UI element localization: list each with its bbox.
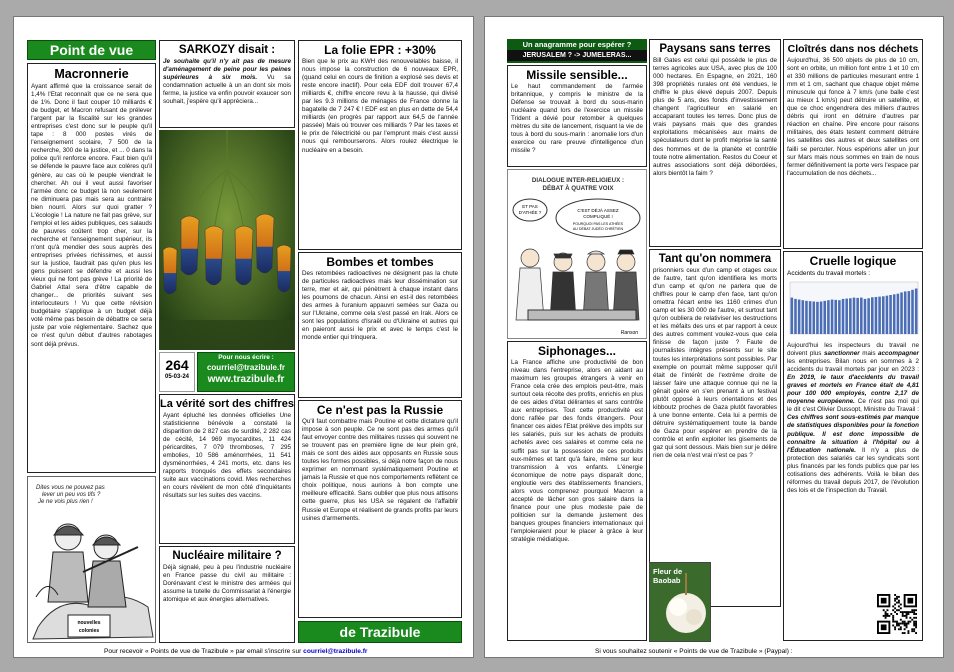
chart-bar [897, 294, 900, 334]
chart-bar [791, 298, 794, 334]
flower-image [159, 130, 295, 350]
cruelle-p2: mais [859, 350, 879, 358]
left-footer [104, 647, 368, 656]
bubble2-line4: AU DÉBAT JUDÉO CHRÉTIEN [572, 227, 624, 231]
contact-website[interactable]: www.trazibule.fr [207, 374, 285, 385]
nucleaire-text: Déjà signalé, peu à peu l'industrie nucléaire en France passe du civil au militaire : Dorénavant c'est le ministre des armées qui assume la tutelle du Commissariat à l'énergie atomique et aux énergies alternatives. [163, 564, 291, 604]
cruelle-i1: sanctionner [823, 350, 860, 358]
paysans-text: Bill Gates est celui qui possède le plus de terres agricoles aux USA, avec plus de 100 000 hectares. En Espagne, en 2021, 160 398 propriétés rurales ont été vendues, le chiffre le plus élevé depuis 2007. Depuis plus de 5 ans, des fonds d'investissement changent l'agriculteur en salarié en accaparant toutes les terres. Donc plus de vrais paysans mais que des grandes exploitations mécanisées aux mains de spéculateurs dont le profit méprise la santé des hommes et de la planète et contrôle toute notre alimentation. Restos du Coeur et autres associations sont déjà débordées, alors bientôt la faim ? [653, 57, 777, 177]
chart-bar [915, 289, 918, 335]
bombes-article [298, 252, 462, 398]
epr-article [298, 40, 462, 250]
cruelle-p5: Il n'y a plus de protection des salariés car les syndicats sont plus financés par les fonds publics que par les cotisations des adhérents. Voilà le bilan des réformes du travail depuis 2017, de l'évolution des lois et de l'inspection du Travail. [787, 446, 920, 494]
baobab-flower-image [649, 562, 711, 642]
tant-article [649, 249, 781, 607]
verite-article [159, 394, 295, 544]
cruelle-text [784, 342, 922, 552]
chart-bar [831, 300, 834, 334]
russie-text: Qu'il faut combattre mais Poutine et cette dictature qu'il impose à son peuple. Ce ne sont pas des armes qu'il faut envoyer contre des militaires russes qui souvent ne se trouvent pas en première ligne de leur plein gré, mais ce sont des aides aux opposants en Russie sous toutes les formes possibles, si déjà notre façon de nous exprimer en nommant systématiquement Poutine et jamais la Russie et que nos comportements reflètent ce choix politique, nous aurions à bon compte une meilleure efficacité. Sans oublier que plus nous attisons cette guerre, plus les USA se régalent de l'affaiblir Russie et Europe et réalisent de grands profits par leurs usines d'armements. [302, 418, 458, 522]
sarkozy-article [159, 40, 295, 128]
paysans-title: Paysans sans terres [659, 43, 771, 55]
macronnerie-article [27, 63, 156, 473]
trazibule-logo: de Trazibule [298, 621, 462, 643]
verite-title: La vérité sort des chiffres [160, 398, 294, 410]
chart-bar [893, 294, 896, 334]
chart-bar [889, 295, 892, 334]
macronnerie-title: Macronnerie [54, 67, 129, 81]
cruelle-p3: les entreprises. Bilan nous en sommes à 2 accidents du travail mortels par jour en 2023 : [787, 358, 919, 374]
chart-bar [816, 302, 819, 334]
chart-bar [823, 301, 826, 334]
anagram-line2: JERUSALEM ? -> JUMELERAS... [507, 50, 647, 61]
chart-bar [860, 298, 863, 334]
footer-email-link[interactable]: courriel@trazibule.fr [303, 648, 368, 655]
missile-article [507, 65, 647, 167]
left-page [13, 16, 474, 658]
chart-bar [794, 299, 797, 334]
chart-bar [838, 300, 841, 334]
accidents-chart [784, 278, 922, 340]
siphonages-text: La France affiche une productivité de bon niveau dans l'entreprise, alors en aidant au maximum les groupes étrangers à venir en France cela crée des emplois peut-être, mais surtout cela récolte des profits, enrichis en plus de ces aides d'état délirantes et sans contrôle aux entreprises. Tout cette productivité est donc raflée par des fonds étrangers. Pour financer ces aides l'Etat prélève des impôts sur les salariés, puis sur les achats de produits achetés avec ces salaires et comme cela ne suffit pas sur la possession de ces produits eux-mêmes et tant qu'à faire, même sur leur transmission à vos enfants. L'énergie économique de notre pays disparaît donc, engloutie vers des établissements financiers, alors vous comprenez pourquoi Macron a accepté de lâcher son gros salaire dans la finance pour une plus modeste paie de politicien sur la demande justement des banques groupes financiers internationaux qui l'emploieraient pour le placer à grâce à leur stratégie médiatique. [511, 359, 643, 544]
sarkozy-quote: Je souhaite qu'il n'y ait pas de mesure d'aménagement de peine pour les peines supérieures à six mois. [163, 58, 291, 82]
cloitres-text: Aujourd'hui, 36 500 objets de plus de 10 cm, sont en orbite, un million font entre 1 et 10 cm et 330 millions de particules mesurant entre 1 mm et 1 cm, sachant que chaque objet même minuscule qui fonce à 7 km/s (une balle c'est au mieux 1 km/s) peut détruire un satellite, et que ce choc engendrera des milliers d'autres débris qui iront en détruire d'autres par réaction en chaîne. Pire encore pour raisons militaires, des états testent comment détruire les satellites des autres et deux satellites ont failli se percuter. Nous espérions aller un jour sur Mars mais nous sommes en train de nous fermer définitivement la porte vers l'espace par l'accumulation de nos déchets... [787, 57, 919, 177]
dialogue-title-2: DÉBAT À QUATRE VOIX [542, 185, 614, 192]
nucleaire-article [159, 546, 295, 643]
bombes-title: Bombes et tombes [326, 255, 434, 269]
chart-bar [856, 298, 859, 334]
cruelle-i4: Ces chiffres sont sous-estimés par manque de statistiques disponibles pour la fonction publique. Il est donc impossible de connaître la situation à l'hôpital ou à l'Éducation nationale. [787, 414, 919, 454]
chart-bar [798, 300, 801, 334]
chart-bar [867, 298, 870, 334]
chart-bar [908, 291, 911, 334]
chart-bar [911, 290, 914, 334]
chart-bar [904, 291, 907, 334]
cloitres-article [783, 39, 923, 249]
nucleaire-title: Nucléaire militaire ? [172, 550, 282, 562]
bubble1-line1: ET PAS [522, 204, 538, 209]
missile-text: Le haut commandement de l'armée britannique, y compris le ministre de la Défense se trouvait à bord du sous-marin nucléaire quand lors de l'exercice un missile Trident a dévié pour retomber à quelques mètres du site de lancement, risquant la vie de tous à bord du sous-marin : anomalie lors d'un exercice ou rare preuve d'intelligence d'un missile ? [511, 83, 643, 155]
bubble2-line3: POURQUOI PAS LES ATHÉES [572, 222, 624, 226]
cruelle-title: Cruelle logique [809, 254, 897, 268]
right-footer-text: Si vous souhaitez soutenir « Points de vue de Trazibule » (Paypal) : [595, 648, 793, 655]
issue-number: 264 [165, 357, 189, 373]
sign-bottom: colonies [78, 628, 100, 634]
chart-bar [827, 300, 830, 334]
missile-title: Missile sensible... [526, 68, 628, 82]
issue-number-box [159, 352, 195, 392]
bubble2-line2: COMPLIQUÉ ! [583, 214, 613, 219]
tant-title: Tant qu'on nommera [658, 253, 772, 265]
macronnerie-text: Ayant affirmé que la croissance serait de 1,4% l'Etat reconnaît que ce ne sera que de 1%. Donc il faut couper 10 milliards € de budget, et Macron refusant de prélever l'argent par la fiscalité sur les grandes entreprises c'est donc sur le peuple qu'il tape : 8 000 postes virés de l'enseignement scolaire, 7 500 de la recherche, 300 de la justice, et ... 0 dans la police qu'il renforce encore. Faut bien qu'il se défende le pauvre face aux colères qu'il génère, au cas où le peuple viendrait le chercher. Ah oui il veut aussi favoriser l'armée donc ce budget là non seulement ne diminuera pas mais sera au contraire bien nourri. Alors sur quoi gratter ? L'écologie ! La nature ne fait pas grève, sur l'emploi et les aides publiques, ces salauds de pauvres coûtent trop cher, sur la recherche et l'enseignement supérieur, ils n'ont qu'à mendier des sous auprès des entreprises privées richissimes, et aussi sur la justice, faudrait pas qu'en plus les gens puissent se défendre et aussi les vieux qui ne font pas grève ! La priorité de Gabriel Attal sera d'être capable de changer... de priorités suivant ses interlocuteurs ! Vu que cette révision budgétaire s'applique à un budget déjà voté même pas besoin de débattre ce sera juste par voie réglementaire. Sachez que ce n'est qu'un début d'autres rabotages sont déjà prévus. [31, 83, 152, 348]
cartoon-line3: Je ne vois plus rien ! [38, 499, 93, 505]
siphonages-title: Siphonages... [537, 344, 616, 358]
cartoon-line2: lever un peu vos tifs ? [42, 492, 101, 498]
chart-bar [820, 302, 823, 335]
cartoon-line1: Dites vous ne pouvez pas [36, 485, 105, 491]
dialogue-cartoon [507, 169, 647, 339]
point-de-vue-header: Point de vue [27, 40, 156, 60]
bombes-text: Des retombées radioactives ne désignent pas la chute de particules radioactives mais leur dissémination sur terre, mer et air, qui pénètrent à chaque instant dans les poumons de chacun. Ainsi en est-il des retombées des armes à l'uranium appauvri semées sur Gaza ou sur l'Ukraine, comme cela s'est passé en Irak. Alors ce sont les populations d'Israël ou d'Ukraine et autres qui en paieront aussi le prix et avec le temps c'est le monde entier qui trinquera. [302, 270, 458, 342]
anagram-line1: Un anagramme pour espérer ? [522, 40, 632, 49]
paysans-article [649, 39, 781, 247]
bubble1-line2: D'ATHÉE ? [518, 210, 542, 215]
baobab-label: Fleur de Baobab [653, 567, 683, 585]
cruelle-p1: Aujourd'hui les inspecteurs du travail ne doivent plus [787, 342, 919, 358]
chart-bar [882, 296, 885, 334]
epr-title: La folie EPR : +30% [324, 43, 436, 57]
issue-date: 05-03-24 [164, 374, 190, 380]
chart-bar [864, 299, 867, 334]
anagram-box [507, 39, 647, 63]
write-label: Pour nous écrire : [218, 354, 274, 361]
right-page [484, 16, 944, 658]
verite-text: Ayant épluché les données officielles Une statisticienne bénévole a constaté la disparition de 2 827 cas de surdité, 2 282 cas de cécité, 14 969 myocardites, 11 424 péricardites, 7 079 thromboses, 7 295 embolies, 10 586 aménorrhées, 11 541 dysménorrhées, 4 241 morts, etc. dans les rapports tronqués des effets secondaires suite aux vaccinations covid. Mes recherches en cours révèlent de mon côté d'inquiétants résultats sur les suites des vaccins. [163, 412, 291, 500]
tant-text: prisonniers ceux d'un camp et otages ceux de l'autre, tant qu'on identifiera les morts d'un camp et qu'on ne parlera que de chiffres pour le camp d'en face, tant qu'on omettra l'écart entre les 1160 crimes d'un camp et les 30 000 de l'autre, et surtout tant qu'on oubliera de relativiser les destructions et les méfaits des uns et par rapport à ceux des autres comment voulez-vous que cela finisse de façon juste ? Faute de journalistes intègres présents sur le site toutes les interprétations sont possibles. Par exemple on pourrait même supposer qu'il était de l'intérêt de l'extrême droite de laisser faire une attaque connue qui ne la gênait guère en s'en prenant à un festival plutôt opposé à leurs orientations et des kibboutz proches de Gaza plutôt favorables à une bonne entente. Cela lui a permis de détruire systématiquement toute la bande de Gaza pour espérer en prendre de la contrôle et enfin exploiter les gisements de gaz qui sont dessous. Mais bien sur je délire rien de cela n'est vrai n'est ce pas ? [653, 267, 777, 460]
chart-bar [871, 297, 874, 334]
right-footer [595, 647, 793, 656]
cloitres-title: Cloîtrés dans nos déchets [787, 43, 919, 55]
epr-text: Bien que le prix au KWH des renouvelables baisse, il nous impose la construction de 6 nouveaux EPR, (quand celui en cours de finition a explosé ses devis et reste encore inactif). Pour cela EDF doit trouver 67,4 milliards €, chiffre encore revu à la hausse, qui divisé par les 9.3 millions de ménages de France donne la bagatelle de 7 247 € ! EDF est en plus en dette de 54,4 milliards (en progrès par rapport aux 64,5 de l'année passée) Mais où trouver ces milliards ? Par les taxes et le prix de l'électricité ou par l'emprunt mais c'est aussi nous qui rembourserons. Alors roulez électrique le nucléaire en a besoin. [302, 58, 458, 154]
sarkozy-body: Vu sa condamnation actuelle à un an dont six mois ferme, la justice va enfin pouvoir exaucer son souhait, j'espère qu'il appréciera... [163, 74, 291, 106]
chart-bar [809, 301, 812, 334]
dialogue-title: DIALOGUE INTER-RELIGIEUX : [531, 177, 625, 184]
sign-top: nouvelles [77, 620, 101, 626]
cartoon-soldiers [27, 476, 156, 643]
bubble2-line1: C'EST DÉJÀ ASSEZ [577, 208, 619, 213]
sarkozy-title: SARKOZY disait : [178, 44, 276, 56]
cruelle-article [783, 251, 923, 641]
cruelle-i3: En 2019, le taux d'accidents du travail graves et mortels en France était de 4,81 pour 100 000 employés, contre 2,17 de moyenne européenne. [787, 374, 919, 406]
chart-bar [834, 300, 837, 334]
left-footer-text: Pour recevoir « Points de vue de Trazibule » par email s'inscrire sur [104, 648, 304, 655]
chart-bar [853, 298, 856, 334]
russie-title: Ce n'est pas la Russie [316, 403, 444, 417]
chart-bar [878, 297, 881, 334]
cruelle-p4: Ce n'est pas moi qui le dit c'est Olivier Dussopt, Ministre du Travail : [787, 398, 919, 414]
chart-bar [802, 300, 805, 334]
chart-bar [875, 297, 878, 334]
chart-bar [886, 296, 889, 334]
contact-email[interactable]: courriel@trazibule.fr [206, 363, 286, 372]
chart-bar [849, 298, 852, 334]
chart-bar [900, 292, 903, 334]
dialogue-signature: Ranson [620, 330, 638, 336]
qr-code[interactable] [877, 594, 917, 634]
cruelle-i2: accompagner [878, 350, 919, 358]
russie-article [298, 400, 462, 618]
siphonages-article [507, 341, 647, 641]
cartoon-drawing [28, 477, 156, 643]
chart-bar [812, 302, 815, 335]
sarkozy-text [160, 58, 294, 128]
chart-bar [805, 301, 808, 334]
chart-bar [842, 299, 845, 334]
contact-box [197, 352, 295, 392]
cruelle-subtitle: Accidents du travail mortels : [787, 270, 871, 277]
chart-bar [845, 299, 848, 334]
